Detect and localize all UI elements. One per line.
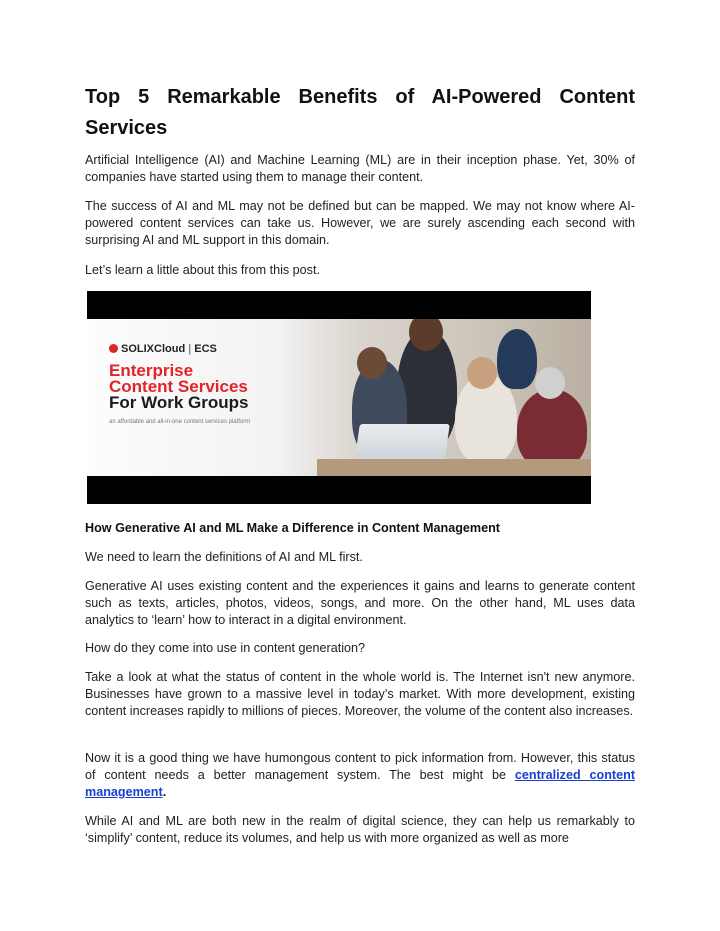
paragraph-management-period: . [162,785,167,799]
paragraph-generative-ai: Generative AI uses existing content and the experiences it gains and learns to generate content such as texts, articles, photos, videos, songs, and more. On the other hand, ML uses data analytics to ‘learn’ how to interact in a digital environment. [85,579,635,627]
section-heading: How Generative AI and ML Make a Difference in Content Management [85,521,500,535]
paragraph-how-used: How do they come into use in content generation? [85,641,366,655]
paragraph-ai-ml-help: While AI and ML are both new in the realm of digital science, they can help us remarkably to ‘simplify’ content, reduce its volumes, and help us with more organized as well as more [85,814,635,845]
image-caption: an affordable and all-in-one content services platform [109,419,251,425]
person-head-shape [535,367,565,399]
article-title-line2: Services [85,117,168,139]
image-headline-line2: Content Services [109,377,248,396]
image-photo [87,319,591,476]
paragraph-intro: Artificial Intelligence (AI) and Machine Learning (ML) are in their inception phase. Yet, 30% of companies have started using them to manage their content. [85,153,635,184]
image-headline-line1: Enterprise [109,361,194,380]
paragraph-management-text: Now it is a good thing we have humongous content to pick information from. However, this status of content needs a better management system. The best might be [85,751,635,782]
article-title [85,82,635,144]
paragraph-status-content: Take a look at what the status of content in the whole world is. The Internet isn't new anymore. Businesses have grown to a massive level in today’s market. With more development, existing content increases rapidly to millions of pieces. Moreover, the volume of the content also increases. [85,670,635,718]
brand-product: ECS [194,343,217,355]
image-headline-line3: For Work Groups [109,393,249,412]
brand-name: SOLIXCloud [121,343,186,355]
person-head-shape [357,347,387,379]
person-shape [497,329,537,389]
paragraph-success: The success of AI and ML may not be defined but can be mapped. We may not know where AI-powered content services can take us. However, we are surely ascending each second with surprising AI and ML support in this domain. [85,199,635,247]
paragraph-definitions: We need to learn the definitions of AI and ML first. [85,550,363,564]
image-brand [109,343,217,355]
brand-separator: | [188,343,192,355]
table-shape [317,459,591,476]
article-image [87,291,591,504]
article-title-line1: Top 5 Remarkable Benefits of AI-Powered Content [85,86,635,108]
paragraph-lets-learn: Let’s learn a little about this from this post. [85,263,320,277]
image-headline [109,363,248,411]
paragraph-management [85,750,635,801]
person-head-shape [467,357,497,389]
centralized-content-management-link[interactable]: centralized content management [85,768,636,799]
person-shape [517,389,587,469]
laptop-shape [354,424,450,464]
solix-logo-icon [109,344,118,353]
